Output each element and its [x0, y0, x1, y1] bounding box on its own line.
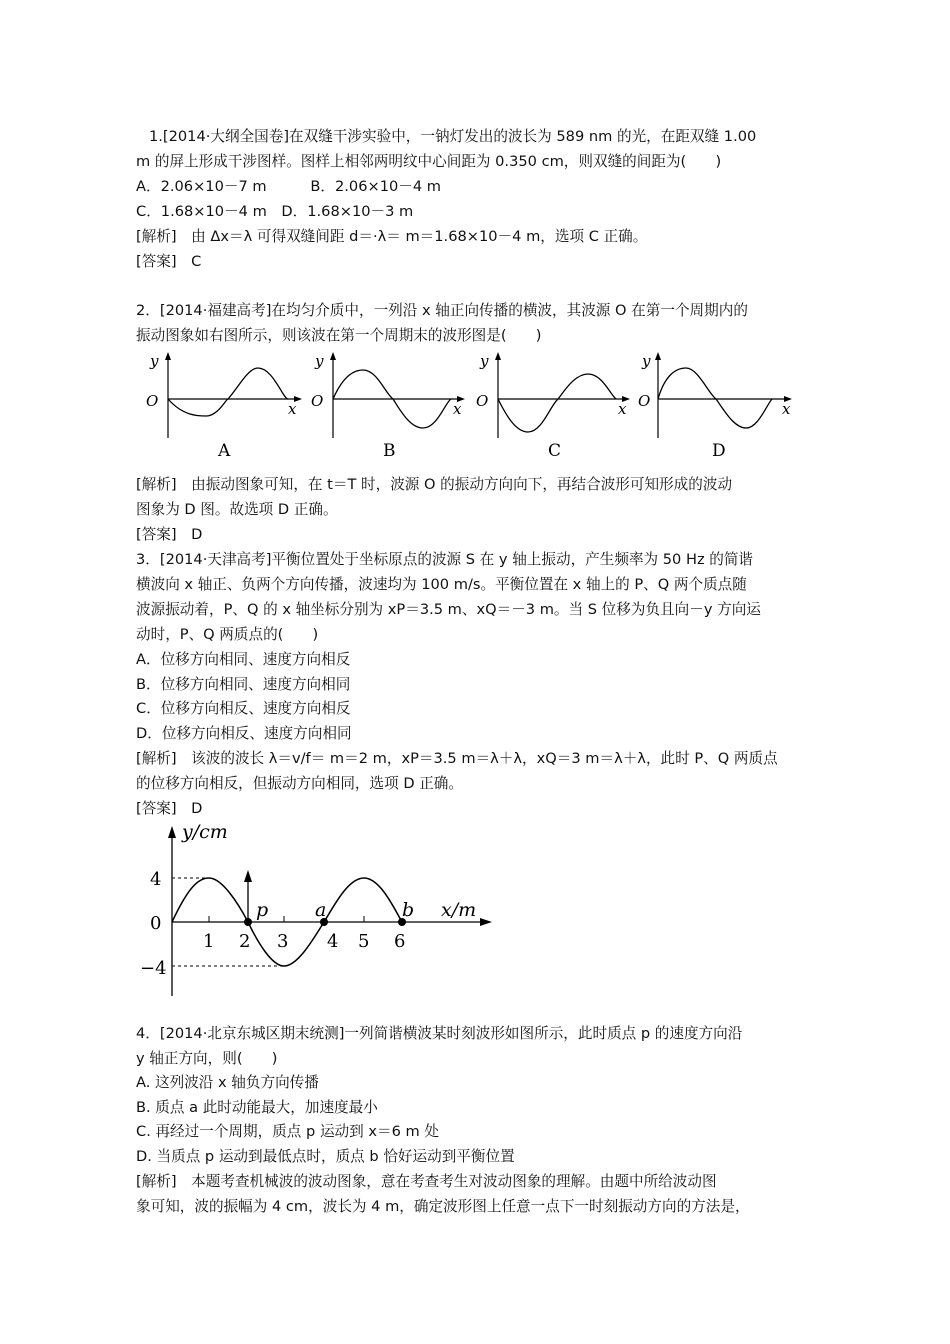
x-tick-label: 5: [358, 931, 370, 952]
x-tick-label: 6: [394, 931, 406, 952]
y-axis-label: y: [480, 352, 489, 370]
q1-answer: [答案] C: [136, 253, 202, 270]
q4-analysis: [解析] 本题考查机械波的波动图象，意在考查考生对波动图象的理解。由题中所给波动图: [136, 1173, 717, 1190]
wave-figure-a: [138, 348, 306, 463]
q4-line: y 轴正方向，则( ): [136, 1050, 278, 1067]
x-tick-label: 3: [277, 931, 289, 952]
q1-option-line: C．1.68×10－4 m D．1.68×10－3 m: [136, 203, 414, 220]
q1-line: 1.[2014·大纲全国卷]在双缝干涉实验中，一钠灯发出的波长为 589 nm 的光，在距双缝 1.00: [149, 128, 757, 145]
q3-line: 3．[2014·天津高考]平衡位置处于坐标原点的波源 S 在 y 轴上振动，产生频率为 50 Hz 的简谐: [136, 551, 754, 568]
x-tick-label: 1: [203, 931, 215, 952]
q3-option: A．位移方向相同、速度方向相反: [136, 651, 351, 668]
q3-line: 动时，P、Q 两质点的( ): [136, 626, 319, 643]
q3-line: 波源振动着，P、Q 的 x 轴坐标分别为 xP＝3.5 m、xQ＝－3 m。当 S 位移为负且向－y 方向运: [136, 601, 761, 618]
origin-label: O: [311, 392, 324, 410]
figure-label: D: [712, 441, 726, 461]
x-axis-label: x: [782, 400, 791, 418]
figure-label: C: [548, 441, 562, 461]
q4-option: C. 再经过一个周期，质点 p 运动到 x＝6 m 处: [136, 1123, 439, 1140]
q4-analysis: 象可知，波的振幅为 4 cm，波长为 4 m，确定波形图上任意一点下一时刻振动方向的方法是，: [136, 1198, 750, 1215]
q4-option: A. 这列波沿 x 轴负方向传播: [136, 1074, 319, 1091]
q4-wave-figure: [138, 818, 498, 998]
q4-option: B. 质点 a 此时动能最大，加速度最小: [136, 1099, 378, 1116]
q2-analysis: [解析] 由振动图象可知，在 t＝T 时，波源 O 的振动方向向下，再结合波形可知形成的波动: [136, 476, 733, 493]
q3-option: B．位移方向相同、速度方向相同: [136, 676, 351, 693]
wave-figure-c: [470, 348, 638, 463]
q4-option: D. 当质点 p 运动到最低点时，质点 b 恰好运动到平衡位置: [136, 1148, 515, 1165]
wave-figure-b: [305, 348, 473, 463]
y-tick-label: 4: [150, 869, 162, 890]
q2-line: 振动图象如右图所示，则该波在第一个周期末的波形图是( ): [136, 327, 542, 344]
y-axis-label: y: [150, 352, 159, 370]
q2-analysis: 图象为 D 图。故选项 D 正确。: [136, 501, 338, 518]
q3-option: C．位移方向相反、速度方向相反: [136, 700, 351, 717]
y-axis-label: y: [315, 352, 324, 370]
y-tick-label: 0: [150, 913, 162, 934]
q3-line: 横波向 x 轴正、负两个方向传播，波速均为 100 m/s。平衡位置在 x 轴上的 P、Q 两个质点随: [136, 576, 747, 593]
origin-label: O: [638, 392, 651, 410]
x-axis-label: x: [288, 400, 297, 418]
q2-answer: [答案] D: [136, 526, 203, 543]
x-axis-label: x/m: [441, 899, 477, 921]
wave-figure-d: [636, 348, 804, 463]
origin-label: O: [146, 392, 159, 410]
point-label: b: [402, 899, 415, 921]
q3-analysis: [解析] 该波的波长 λ＝v/f＝ m＝2 m，xP＝3.5 m＝λ＋λ，xQ＝3 m＝λ＋λ，此时 P、Q 两质点: [136, 750, 778, 767]
q1-line: m 的屏上形成干涉图样。图样上相邻两明纹中心间距为 0.350 cm，则双缝的间距为( ): [136, 153, 722, 170]
x-axis-label: x: [618, 400, 627, 418]
figure-label: B: [383, 441, 396, 461]
q2-line: 2．[2014·福建高考]在均匀介质中，一列沿 x 轴正向传播的横波，其波源 O 在第一个周期内的: [136, 302, 748, 319]
point-label: p: [256, 899, 269, 921]
q3-analysis: 的位移方向相反，但振动方向相同，选项 D 正确。: [136, 775, 463, 792]
q1-option-line: A．2.06×10－7 m B．2.06×10－4 m: [136, 178, 442, 195]
point-label: a: [315, 899, 327, 921]
q4-line: 4．[2014·北京东城区期末统测]一列简谐横波某时刻波形如图所示，此时质点 p 的速度方向沿: [136, 1025, 743, 1042]
q1-analysis: [解析] 由 Δx＝λ 可得双缝间距 d＝·λ＝ m＝1.68×10－4 m，选项 C 正确。: [136, 228, 648, 245]
y-tick-label: −4: [140, 958, 167, 979]
q3-option: D．位移方向相反、速度方向相同: [136, 725, 352, 742]
x-axis-label: x: [453, 400, 462, 418]
figure-label: A: [218, 441, 231, 461]
y-axis-label: y: [642, 352, 651, 370]
y-axis-label: y/cm: [182, 821, 228, 843]
x-tick-label: 4: [327, 931, 339, 952]
q3-answer: [答案] D: [136, 800, 203, 817]
origin-label: O: [476, 392, 489, 410]
x-tick-label: 2: [239, 931, 251, 952]
